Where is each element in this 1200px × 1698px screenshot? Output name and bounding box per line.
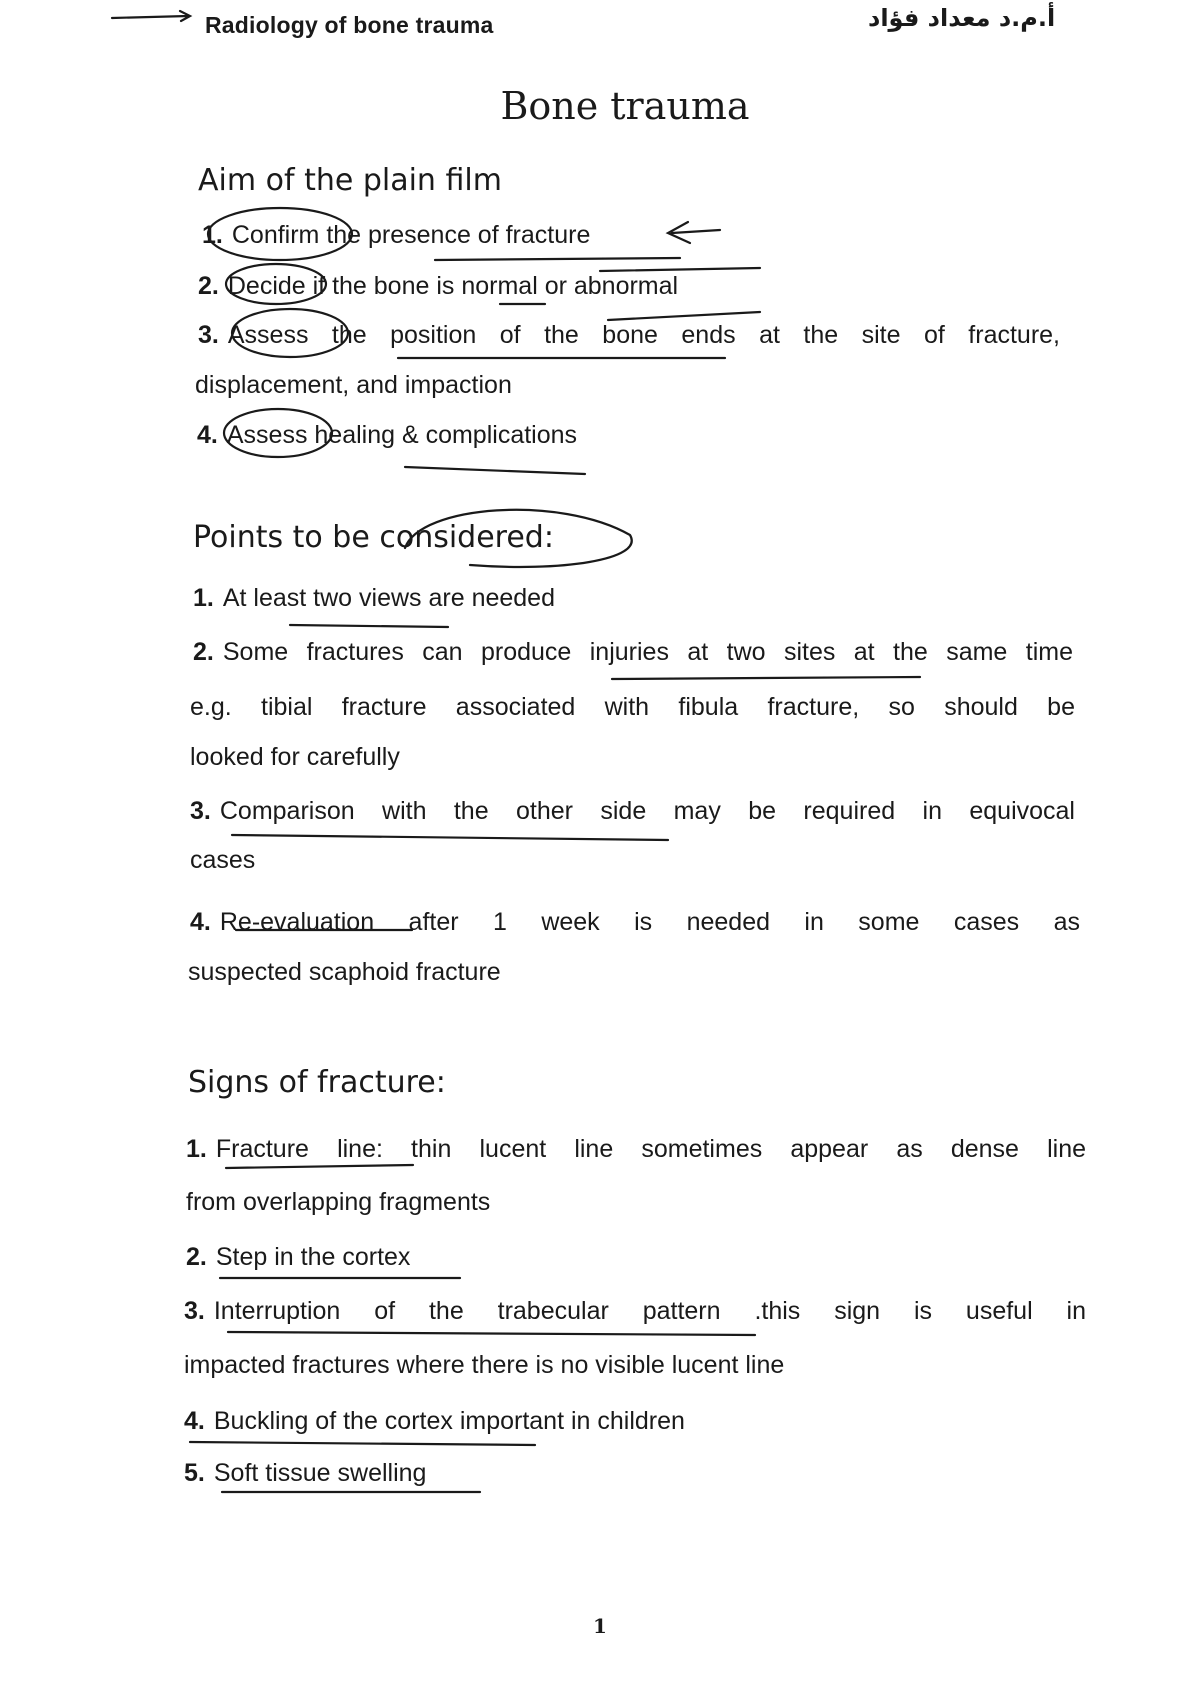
signs-heading: Signs of fracture:: [188, 1065, 446, 1100]
signs-item-1-line2: from overlapping fragments: [186, 1188, 491, 1216]
aim-item-number: 4.: [197, 421, 218, 449]
points-item-text: Some fractures can produce injuries at two sites at the same time: [222, 638, 1073, 666]
arrow-left-icon: [668, 222, 720, 243]
overline-bone-ends: [608, 312, 760, 320]
signs-item-text: Soft tissue swelling: [213, 1459, 427, 1487]
points-item-text: Comparison with the other side may be required in equivocal: [219, 797, 1075, 825]
signs-item-number: 4.: [184, 1407, 205, 1435]
signs-item-3-line1: [184, 1297, 1086, 1326]
header-course-title: Radiology of bone trauma: [205, 12, 494, 38]
points-item-3-line2: cases: [190, 846, 256, 874]
signs-item-4: [184, 1407, 685, 1436]
aim-item-text: Confirm the presence of fracture: [231, 221, 591, 249]
underline-trabecular: [228, 1332, 755, 1335]
points-item-3-line1: [190, 797, 1075, 826]
signs-item-number: 1.: [186, 1135, 207, 1163]
underline-presence: [435, 258, 680, 260]
signs-item-number: 5.: [184, 1459, 205, 1487]
header-arrow-icon: [112, 11, 190, 21]
page-number: 1: [593, 1614, 607, 1638]
signs-item-number: 2.: [186, 1243, 207, 1271]
points-item-number: 1.: [193, 584, 214, 612]
header-author: أ.م.د معداد فؤاد: [868, 4, 1056, 32]
underline-two-sites: [612, 677, 920, 679]
overline-abnormal: [600, 268, 760, 271]
aim-item-3-line2: displacement, and impaction: [195, 371, 512, 399]
points-item-4-line2: suspected scaphoid fracture: [188, 958, 501, 986]
signs-item-5: [184, 1459, 426, 1488]
signs-item-text: Interruption of the trabecular pattern .this sign is useful in: [213, 1297, 1086, 1325]
aim-item-number: 2.: [198, 272, 219, 300]
signs-item-number: 3.: [184, 1297, 205, 1325]
aim-item-number: 3.: [198, 321, 219, 349]
signs-item-text: Fracture line: thin lucent line sometimes appear as dense line: [215, 1135, 1086, 1163]
points-item-1: [193, 584, 555, 613]
points-item-2-line1: [193, 638, 1073, 667]
signs-item-2: [186, 1243, 410, 1272]
underline-complications: [405, 467, 585, 474]
points-item-2-line3: looked for carefully: [190, 743, 400, 771]
underline-fracture-line: [226, 1165, 413, 1168]
points-item-2-line2: e.g. tibial fracture associated with fibula fracture, so should be: [190, 693, 1075, 721]
page-title: Bone trauma: [500, 84, 750, 128]
points-item-number: 4.: [190, 908, 211, 936]
aim-item-text: Assess healing & complications: [226, 421, 578, 449]
points-item-text: Re-evaluation after 1 week is needed in some cases as: [219, 908, 1080, 936]
signs-item-1-line1: [186, 1135, 1086, 1164]
underline-two-views: [290, 625, 448, 627]
aim-item-1: [202, 221, 590, 250]
points-item-number: 2.: [193, 638, 214, 666]
aim-item-3-line1: [198, 321, 1060, 350]
signs-item-text: Step in the cortex: [215, 1243, 411, 1271]
aim-heading: Aim of the plain film: [198, 163, 502, 198]
aim-item-2: [198, 272, 678, 301]
aim-item-number: 1.: [202, 221, 223, 249]
points-item-number: 3.: [190, 797, 211, 825]
underline-buckling: [190, 1442, 535, 1445]
points-item-text: At least two views are needed: [222, 584, 555, 612]
aim-item-text: Decide if the bone is normal or abnormal: [227, 272, 679, 300]
aim-item-4: [197, 421, 577, 450]
points-heading: Points to be considered:: [193, 520, 554, 555]
points-item-4-line1: [190, 908, 1080, 937]
aim-item-text: Assess the position of the bone ends at the site of fracture,: [227, 321, 1060, 349]
signs-item-text: Buckling of the cortex important in children: [213, 1407, 685, 1435]
underline-comparison: [232, 835, 668, 840]
signs-item-3-line2: impacted fractures where there is no visible lucent line: [184, 1351, 785, 1379]
